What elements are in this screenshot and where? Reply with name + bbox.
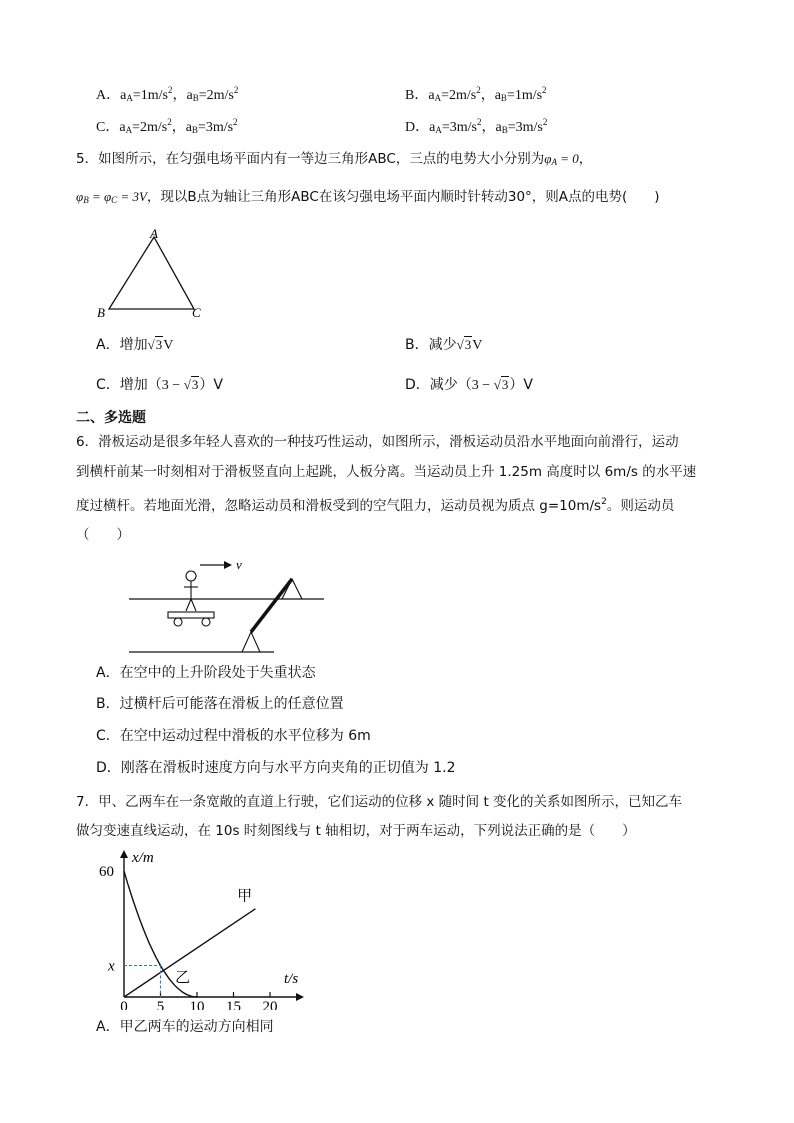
x-axis-arrow-icon bbox=[120, 850, 128, 858]
q6-option-d[interactable]: D．刚落在滑板时速度方向与水平方向夹角的正切值为 1.2 bbox=[96, 760, 456, 776]
crossbar bbox=[251, 579, 292, 632]
q4-option-d[interactable]: D．$a_A=3m/s^2$，$a_B=3m/s^2$ bbox=[405, 117, 548, 135]
velocity-label: v bbox=[236, 557, 242, 572]
t-tick-label: 5 bbox=[156, 999, 165, 1010]
t-tick-label: 15 bbox=[226, 999, 241, 1010]
q6-stem-line2: 到横杆前某一时刻相对于滑板竖直向上起跳，人板分离。当运动员上升 1.25m 高度时以 6m/s 的水平速 bbox=[76, 464, 697, 480]
intersection-x-label: x bbox=[108, 958, 115, 975]
x-axis-label: x/m bbox=[132, 850, 154, 866]
q4-option-a[interactable]: A．$a_A=1m/s^2$，$a_B=2m/s^2$ bbox=[96, 85, 239, 103]
q6-option-c[interactable]: C．在空中运动过程中滑板的水平位移为 6m bbox=[96, 728, 371, 744]
t-tick-label: 0 bbox=[120, 999, 128, 1010]
section-heading: 二、多选题 bbox=[76, 410, 146, 426]
wheel-icon bbox=[202, 618, 210, 626]
series-label-yi: 乙 bbox=[175, 970, 191, 986]
skateboard bbox=[168, 612, 214, 618]
q4-option-b[interactable]: B．$a_A=2m/s^2$，$a_B=1m/s^2$ bbox=[405, 85, 547, 103]
q5-option-c[interactable]: C．增加（3 − √3）V bbox=[96, 377, 223, 393]
q6-stem-line3: 度过横杆。若地面光滑，忽略运动员和滑板受到的空气阻力，运动员视为质点 $g=10m/s^2$。则运动员 bbox=[76, 497, 675, 514]
triangle-figure bbox=[94, 226, 214, 326]
q6-answer-bracket: （ ） bbox=[76, 527, 130, 543]
vertex-label-a: A bbox=[150, 226, 158, 241]
t-tick-label: 20 bbox=[262, 999, 278, 1010]
series-label-jia: 甲 bbox=[237, 888, 253, 905]
person-head bbox=[186, 571, 196, 581]
q5-option-b[interactable]: B．减少√3V bbox=[405, 337, 483, 353]
q5-option-a[interactable]: A．增加√3V bbox=[96, 337, 174, 353]
xt-graph bbox=[90, 848, 310, 1010]
triangle-abc bbox=[109, 237, 194, 309]
wheel-icon bbox=[174, 618, 182, 626]
q7-stem-line1: 7．甲、乙两车在一条宽敞的直道上行驶，它们运动的位移 x 随时间 t 变化的关系如图所示，已知乙车 bbox=[76, 794, 683, 810]
t-tick-label: 10 bbox=[189, 999, 205, 1010]
bottom-stand bbox=[242, 632, 260, 652]
q6-stem-line1: 6．滑板运动是很多年轻人喜欢的一种技巧性运动，如图所示，滑板运动员沿水平地面向前滑行，运动 bbox=[76, 434, 679, 450]
arrow-head-icon bbox=[224, 561, 232, 569]
q7-stem-line2: 做匀变速直线运动，在 10s 时刻图线与 t 轴相切，对于两车运动，下列说法正确的是（ ） bbox=[76, 823, 636, 839]
q5-option-d[interactable]: D．减少（3 − √3）V bbox=[405, 377, 533, 393]
skateboard-figure bbox=[124, 555, 334, 657]
q6-option-a[interactable]: A．在空中的上升阶段处于失重状态 bbox=[96, 665, 316, 681]
q5-stem-line2: $\varphi_B = \varphi_C = 3V$，现以B点为轴让三角形ABC在该匀强电场平面内顺时针转动30°，则A点的电势( ) bbox=[76, 189, 660, 205]
x-tick-label: 60 bbox=[99, 864, 114, 880]
q7-option-a[interactable]: A．甲乙两车的运动方向相同 bbox=[96, 1019, 274, 1035]
t-axis-label: t/s bbox=[284, 971, 299, 987]
q5-stem-line1: 5．如图所示，在匀强电场平面内有一等边三角形ABC，三点的电势大小分别为$\varphi_A = 0$， bbox=[76, 151, 593, 167]
vertex-label-c: C bbox=[192, 305, 201, 320]
vertex-label-b: B bbox=[97, 305, 105, 320]
t-axis-arrow-icon bbox=[296, 993, 304, 1001]
q4-option-c[interactable]: C．$a_A=2m/s^2$，$a_B=3m/s^2$ bbox=[96, 117, 238, 135]
q6-option-b[interactable]: B．过横杆后可能落在滑板上的任意位置 bbox=[96, 696, 344, 712]
